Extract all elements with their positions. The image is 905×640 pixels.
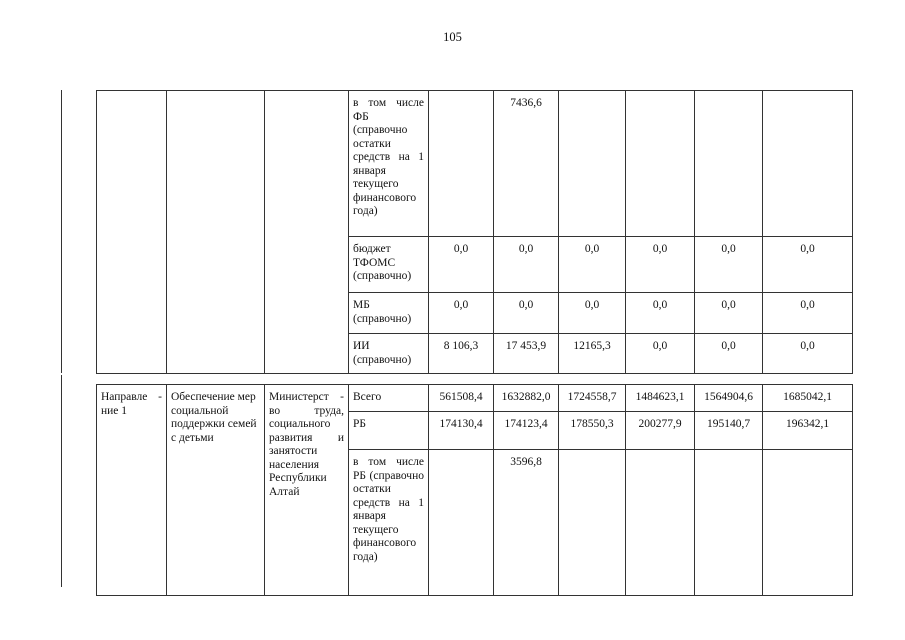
value-cell: 174123,4	[494, 412, 559, 450]
value-cell: 0,0	[559, 293, 626, 334]
value-cell	[559, 91, 626, 237]
funding-source-cell: в том числе РБ (справочно остатки средств на 1 января текущего финансового года)	[349, 450, 429, 596]
value-cell	[626, 91, 695, 237]
left-margin-line	[61, 375, 62, 587]
value-cell: 0,0	[429, 237, 494, 293]
value-cell: 0,0	[559, 237, 626, 293]
value-cell	[429, 450, 494, 596]
empty-cell	[265, 91, 349, 374]
value-cell	[559, 450, 626, 596]
value-cell	[626, 450, 695, 596]
table-row	[97, 91, 853, 237]
value-cell: 8 106,3	[429, 334, 494, 374]
funding-source-cell: бюджет ТФОМС (справочно)	[349, 237, 429, 293]
value-cell: 0,0	[626, 237, 695, 293]
page-number: 105	[443, 30, 462, 44]
value-cell: 195140,7	[695, 412, 763, 450]
value-cell	[695, 450, 763, 596]
funding-source-cell: РБ	[349, 412, 429, 450]
funding-source-cell: ИИ (справочно)	[349, 334, 429, 374]
value-cell: 0,0	[763, 237, 853, 293]
value-cell: 0,0	[763, 293, 853, 334]
value-cell: 0,0	[429, 293, 494, 334]
funding-source-cell: МБ (справочно)	[349, 293, 429, 334]
value-cell: 0,0	[695, 237, 763, 293]
value-cell: 7436,6	[494, 91, 559, 237]
value-cell	[429, 91, 494, 237]
value-cell	[763, 91, 853, 237]
value-cell: 1484623,1	[626, 385, 695, 412]
value-cell: 17 453,9	[494, 334, 559, 374]
value-cell: 174130,4	[429, 412, 494, 450]
budget-table	[96, 90, 853, 596]
value-cell: 12165,3	[559, 334, 626, 374]
value-cell: 196342,1	[763, 412, 853, 450]
value-cell: 0,0	[695, 293, 763, 334]
funding-source-cell: Всего	[349, 385, 429, 412]
empty-cell	[97, 91, 167, 374]
funding-source-cell: в том числе ФБ (справочно остатки средств на 1 января текущего финансового года)	[349, 91, 429, 237]
direction-name-cell: Направле - ние 1	[97, 385, 167, 596]
left-margin-line	[61, 90, 62, 373]
gap-cell	[97, 374, 853, 385]
value-cell: 200277,9	[626, 412, 695, 450]
value-cell: 178550,3	[559, 412, 626, 450]
value-cell: 1632882,0	[494, 385, 559, 412]
value-cell: 561508,4	[429, 385, 494, 412]
value-cell: 0,0	[626, 293, 695, 334]
value-cell: 0,0	[763, 334, 853, 374]
empty-cell	[167, 91, 265, 374]
value-cell	[695, 91, 763, 237]
value-cell	[763, 450, 853, 596]
value-cell: 0,0	[695, 334, 763, 374]
value-cell: 0,0	[494, 237, 559, 293]
value-cell: 1685042,1	[763, 385, 853, 412]
value-cell: 1564904,6	[695, 385, 763, 412]
direction-title-cell: Обеспечение мер социальной поддержки семей с детьми	[167, 385, 265, 596]
value-cell: 3596,8	[494, 450, 559, 596]
value-cell: 0,0	[494, 293, 559, 334]
section-gap	[97, 374, 853, 385]
executor-cell: Министерст - во труда, социального развития и занятости населения Республики Алтай	[265, 385, 349, 596]
table-row	[97, 385, 853, 412]
value-cell: 1724558,7	[559, 385, 626, 412]
value-cell: 0,0	[626, 334, 695, 374]
